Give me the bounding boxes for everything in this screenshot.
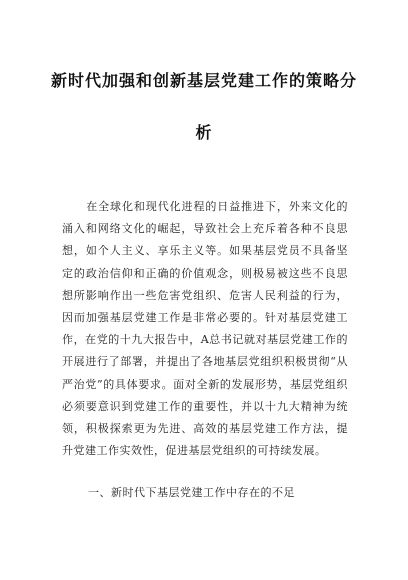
document-title-line-1: 新时代加强和创新基层党建工作的策略分 xyxy=(50,71,357,90)
intro-paragraph: 在全球化和现代化进程的日益推进下，外来文化的涌入和网络文化的崛起，导致社会上充斥着各种不良思想，如个人主义、享乐主义等。如果基层党员不具备坚定的政治信仰和正确的价值观念，则极易被这些不良思想所影响作出一些危害党组织、危害人民利益的行为，因而加强基层党建工作是非常必要的。针对基层党建工作，在党的十九大报告中，A总书记就对基层党建工作的开展进行了部署，并提出了各地基层党组织积极贯彻“从严治党”的具体要求。面对全新的发展形势，基层党组织必须要意识到党建工作的重要性，并以十九大精神为统领，积极探索更为先进、高效的基层党建工作方法，提升党建工作实效性，促进基层党组织的可持续发展。 xyxy=(62,200,348,458)
document-title-line-2: 析 xyxy=(195,123,213,142)
section-heading-1: 一、新时代下基层党建工作中存在的不足 xyxy=(88,486,295,499)
